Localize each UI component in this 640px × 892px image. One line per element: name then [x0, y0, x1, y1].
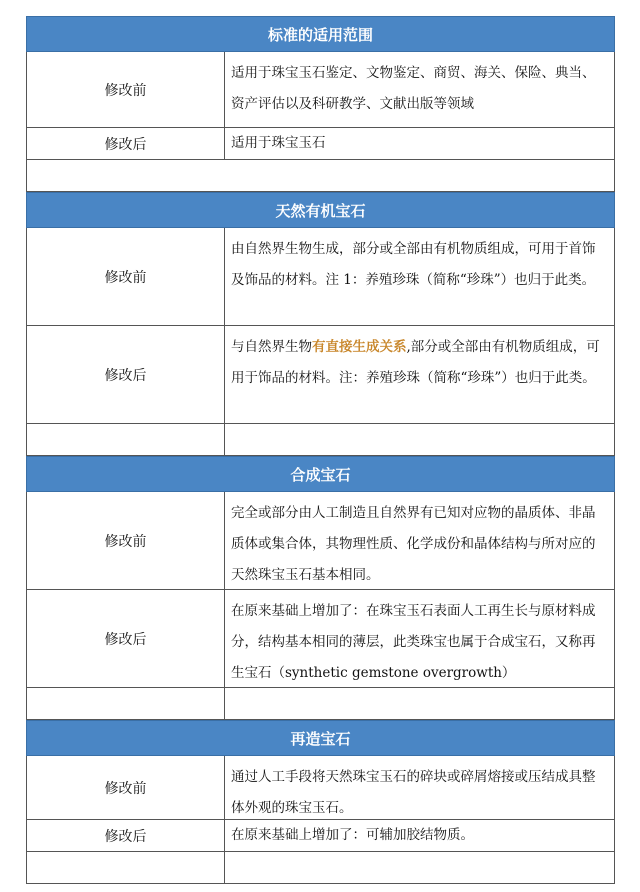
spacer-row [26, 688, 615, 720]
row-label: 修改后 [27, 590, 225, 687]
section-header: 再造宝石 [26, 720, 615, 756]
row-label: 修改后 [27, 128, 225, 159]
row-text: 由自然界生物生成，部分或全部由有机物质组成，可用于首饰及饰品的材料。注 1：养殖珍珠（简称“珍珠”）也归于此类。 [231, 241, 596, 288]
row-label: 修改后 [27, 820, 225, 851]
row-label: 修改前 [27, 52, 225, 127]
table-row [26, 52, 615, 128]
row-text [225, 326, 614, 423]
row-label: 修改前 [27, 228, 225, 325]
highlighted-text: 有直接生成关系 [312, 339, 407, 355]
spacer-row [26, 160, 615, 192]
row-text: 适用于珠宝玉石 [231, 135, 326, 151]
spacer-row [26, 424, 615, 456]
table-row [26, 756, 615, 820]
table-row [26, 128, 615, 160]
row-label: 修改前 [27, 756, 225, 819]
text-segment: ,部分或全部由有机物质组成，可用于饰品的材料。注：养殖珍珠（简称“珍珠”）也归于此类。 [231, 339, 600, 386]
row-text: 通过人工手段将天然珠宝玉石的碎块或碎屑熔接或压结成具整体外观的珠宝玉石。 [231, 769, 596, 816]
section-header: 天然有机宝石 [26, 192, 615, 228]
row-text: 适用于珠宝玉石鉴定、文物鉴定、商贸、海关、保险、典当、资产评估以及科研教学、文献出版等领域 [231, 65, 596, 112]
table-row [26, 326, 615, 424]
table-row [26, 228, 615, 326]
row-text: 在原来基础上增加了：可辅加胶结物质。 [231, 827, 474, 843]
text-segment: 与自然界生物 [231, 339, 312, 355]
row-text: 完全或部分由人工制造且自然界有已知对应物的晶质体、非晶质体或集合体，其物理性质、化学成份和晶体结构与所对应的天然珠宝玉石基本相同。 [231, 505, 596, 583]
table-row [26, 492, 615, 590]
comparison-table [26, 16, 615, 884]
row-text: 在原来基础上增加了：在珠宝玉石表面人工再生长与原材料成分，结构基本相同的薄层，此类珠宝也属于合成宝石，又称再生宝石（synthetic gemstone overgrowth） [231, 603, 596, 681]
section-header: 标准的适用范围 [26, 16, 615, 52]
section-header: 合成宝石 [26, 456, 615, 492]
table-row [26, 820, 615, 852]
row-label: 修改前 [27, 492, 225, 589]
spacer-row [26, 852, 615, 884]
row-label: 修改后 [27, 326, 225, 423]
table-row [26, 590, 615, 688]
